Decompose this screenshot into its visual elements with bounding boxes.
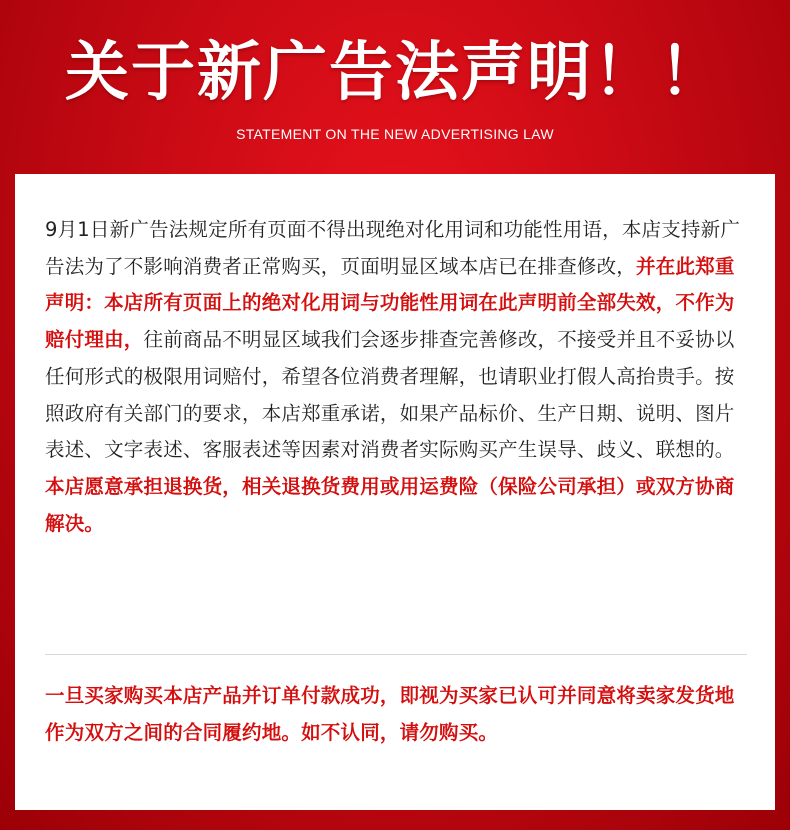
statement-paragraph xyxy=(45,212,750,542)
statement-highlight-1: 并在此郑重声明：本店所有页面上的绝对化用词与功能性用词在此声明前全部失效，不作为赔付理由， xyxy=(45,254,735,352)
page-title: 关于新广告法声明！！ xyxy=(65,36,725,110)
statement-text-2: 往前商品不明显区域我们会逐步排查完善修改，不接受并且不妥协以任何形式的极限用词赔付，希望各位消费者理解，也请职业打假人高抬贵手。按照政府有关部门的要求，本店郑重承诺，如果产品标价、生产日期、说明、图片表述、文字表述、客服表述等因素对消费者实际购买产生误导、歧义、联想的。 xyxy=(45,328,735,462)
divider xyxy=(45,654,747,655)
contract-notice: 一旦买家购买本店产品并订单付款成功，即视为买家已认可并同意将卖家发货地作为双方之间的合同履约地。如不认同，请勿购买。 xyxy=(45,684,735,744)
statement-highlight-2: 本店愿意承担退换货，相关退换货费用或用运费险（保险公司承担）或双方协商解决。 xyxy=(45,474,735,535)
statement-text-1: 9月1日新广告法规定所有页面不得出现绝对化用词和功能性用语，本店支持新广告法为了不影响消费者正常购买，页面明显区域本店已在排查修改， xyxy=(45,218,741,278)
statement-panel xyxy=(15,174,775,810)
page-subtitle: STATEMENT ON THE NEW ADVERTISING LAW xyxy=(236,126,554,142)
